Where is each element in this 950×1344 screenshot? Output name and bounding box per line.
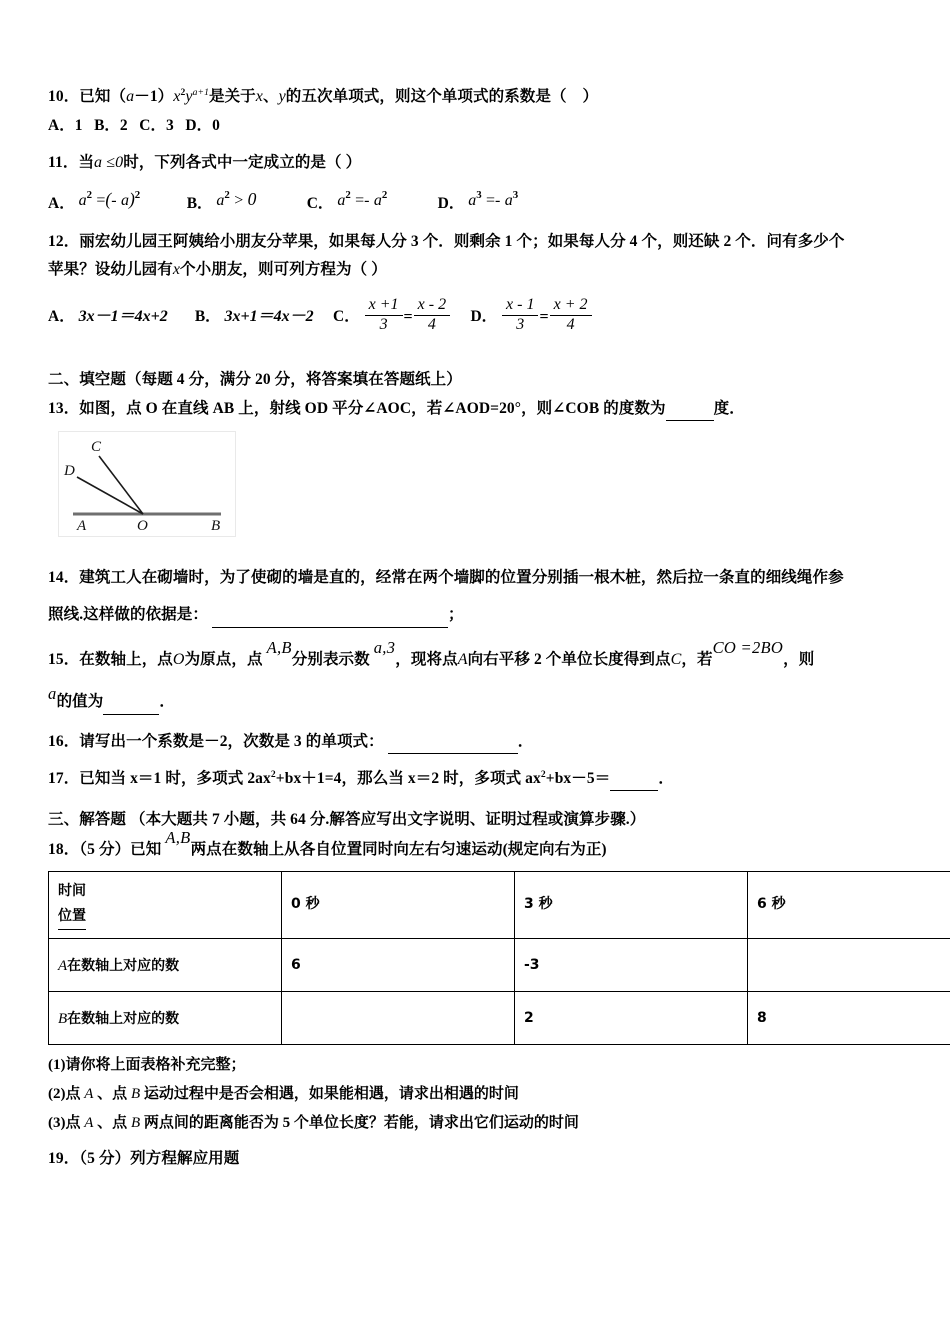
- q12-c-den2: 4: [414, 315, 450, 335]
- question-15-line2: [48, 684, 910, 715]
- q12-option-a-text: 3x－1＝4x+2: [78, 308, 168, 326]
- table-corner-cell: [49, 871, 282, 938]
- q15-origin-O: O: [172, 650, 185, 668]
- label-D: D: [64, 463, 75, 480]
- question-11-options: [48, 190, 910, 219]
- q11-condition: a ≤0: [94, 153, 124, 171]
- label-A: A: [77, 518, 87, 535]
- question-14-line2: [48, 602, 910, 627]
- q10-paren-close: ）: [582, 88, 599, 105]
- label-O: O: [137, 518, 148, 535]
- q10-option-a-label[interactable]: A．: [48, 116, 75, 134]
- question-10-options: [48, 114, 910, 139]
- table-cell-A-3s: -3: [515, 938, 748, 991]
- section-2-heading: 二、填空题（每题 4 分，满分 20 分，将答案填在答题纸上）: [48, 371, 462, 389]
- q16-answer-blank[interactable]: [388, 739, 518, 755]
- q15-values-a3: a,3: [373, 637, 396, 657]
- question-15-line1: [48, 637, 910, 671]
- q15-mid4: 向右平移 2 个单位长度得到点: [467, 650, 671, 668]
- q10-option-b-label[interactable]: B．: [94, 116, 120, 134]
- q12-c-num2: x - 2: [417, 296, 447, 314]
- q17-exponent-1: 2: [270, 769, 276, 781]
- q10-option-d-label[interactable]: D．: [185, 116, 213, 134]
- table-header-col-1: 3 秒: [515, 871, 748, 938]
- section-3-heading: 三、解答题 （本大题共 7 小题，共 64 分.解答应写出文字说明、证明过程或演算步骤.）: [48, 811, 646, 829]
- q12-d-den1: 3: [502, 315, 538, 335]
- q16-post: ．: [517, 733, 534, 751]
- q18-sub3-point-B: B: [130, 1115, 141, 1132]
- q10-stem-tail: 的五次单项式，则这个单项式的系数是（: [285, 88, 567, 105]
- q10-option-b-value: 2: [119, 116, 128, 134]
- q15-answer-blank[interactable]: [103, 699, 159, 715]
- q11-stem-pre: 11．当: [48, 153, 95, 171]
- row-mark-B: B: [58, 1010, 68, 1027]
- q12-line2-pre: 苹果？设幼儿园有: [48, 260, 173, 278]
- q11-option-c-formula: $a^2 =- a^2$: [337, 188, 388, 209]
- q12-option-c-fraction-right: [414, 296, 450, 335]
- angle-diagram-svg: [59, 432, 235, 536]
- row-label-text-B: 在数轴上对应的数: [67, 1010, 180, 1027]
- q13-text-post: 度．: [713, 400, 745, 418]
- q17-text-mid: +bx＋1=4，那么当 x＝2 时，多项式 ax: [275, 770, 541, 788]
- q18-stem-pre: 18．（5 分）已知: [48, 841, 162, 859]
- table-header-col-0: 0 秒: [282, 871, 515, 938]
- table-cell-A-6s: [748, 938, 950, 991]
- page-content: [48, 84, 910, 1175]
- q12-option-d-label[interactable]: D．: [470, 308, 498, 326]
- q15-pre: 15．在数轴上，点: [48, 650, 173, 668]
- q18-sub2-point-A: A: [84, 1085, 94, 1102]
- q11-option-d-label[interactable]: D．: [437, 194, 465, 212]
- q10-monomial-y: y: [185, 88, 193, 105]
- q18-stem-post: 两点在数轴上从各自位置同时向左右匀速运动(规定向右为正): [190, 841, 607, 859]
- question-18-sub-1: (1)请你将上面表格补充完整；: [48, 1056, 246, 1073]
- question-13-stem: [48, 396, 910, 421]
- table-cell-A-0s: 6: [282, 938, 515, 991]
- q11-option-a-label[interactable]: A．: [48, 194, 75, 212]
- q12-line2-post: 个小朋友，则可列方程为（ ）: [180, 260, 387, 278]
- question-18-sub-2: [48, 1080, 910, 1109]
- q15-mid2: 分别表示数: [291, 650, 370, 668]
- q12-d-equals: =: [539, 308, 549, 326]
- q17-exponent-2: 2: [540, 769, 546, 781]
- q10-option-a-value: 1: [74, 116, 83, 134]
- q12-var-x: x: [172, 260, 181, 278]
- q18-sub3-mid: 、点: [97, 1115, 128, 1132]
- q18-sub2-pre: (2)点: [48, 1085, 81, 1102]
- q12-option-b-label[interactable]: B．: [194, 308, 221, 326]
- question-18-table: [48, 871, 950, 1045]
- q16-pre: 16．请写出一个系数是－2，次数是 3 的单项式：: [48, 733, 384, 751]
- q11-stem-post: 时，下列各式中一定成立的是（ ）: [123, 153, 362, 171]
- q15-condition: CO =2BO: [712, 637, 784, 657]
- q11-option-b-formula: $a^2 > 0$: [216, 188, 257, 209]
- q15-var-a: a: [48, 684, 57, 704]
- q10-stem-mid: －1）: [134, 88, 174, 105]
- q17-text-pre: 17．已知当 x＝1 时，多项式 2ax: [48, 770, 271, 788]
- q18-sub3-point-A: A: [84, 1115, 94, 1132]
- q15-mid6: ，则: [783, 650, 815, 668]
- q12-d-num2: x + 2: [553, 296, 588, 314]
- q15-points-AB: A,B: [266, 637, 292, 657]
- question-12-stem-line2: [48, 257, 910, 283]
- q15-point-A: A: [457, 650, 468, 668]
- row-mark-A: A: [58, 957, 68, 974]
- question-19: 19．（5 分）列方程解应用题: [48, 1150, 240, 1168]
- q13-answer-blank[interactable]: [666, 406, 714, 422]
- q18-sub2-point-B: B: [130, 1085, 141, 1102]
- table-row: [49, 991, 950, 1044]
- q10-var-a: a: [126, 88, 135, 105]
- row-label-text-A: 在数轴上对应的数: [67, 957, 180, 974]
- table-header-col-2: 6 秒: [748, 871, 950, 938]
- q12-option-b-text: 3x+1＝4x－2: [224, 308, 314, 326]
- q17-text-post: +bx－5＝: [545, 770, 611, 788]
- q10-monomial-x: x: [173, 88, 181, 105]
- q12-d-den2: 4: [550, 315, 592, 335]
- q12-option-c-label[interactable]: C．: [333, 308, 360, 326]
- q15-mid1: 为原点，点: [184, 650, 263, 668]
- question-14-line1: 14．建筑工人在砌墙时，为了使砌的墙是直的，经常在两个墙脚的位置分别插一根木桩，然后拉一条直的细线绳作参: [48, 569, 844, 587]
- q12-d-num1: x - 1: [506, 296, 535, 314]
- question-13-figure: [58, 431, 236, 537]
- q14-answer-blank[interactable]: [212, 612, 448, 628]
- question-12-stem-line1: 12．丽宏幼儿园王阿姨给小朋友分苹果，如果每人分 3 个．则剩余 1 个；如果每人分 4 个，则还缺 2 个．问有多少个: [48, 233, 845, 251]
- q10-option-d-value: 0: [212, 116, 220, 134]
- q15-line2-end: ．: [159, 693, 175, 711]
- table-cell-B-3s: 2: [515, 991, 748, 1044]
- q10-monomial-x-exponent: 2: [180, 86, 186, 98]
- q11-option-a-formula: $a^2$ =(- a)$^2$: [78, 188, 141, 209]
- q13-text-pre: 13．如图，点 O 在直线 AB 上，射线 OD 平分∠AOC，若∠AOD=20°，则∠COB 的度数为: [48, 400, 666, 418]
- question-11-stem: [48, 150, 910, 176]
- table-header-row: [49, 871, 950, 938]
- q12-option-a-label[interactable]: A．: [48, 308, 75, 326]
- question-12-options: [48, 298, 910, 337]
- q18-sub2-post: 运动过程中是否会相遇，如果能相遇，请求出相遇的时间: [143, 1085, 519, 1102]
- q15-mid3: ，现将点: [395, 650, 458, 668]
- q18-points-AB: A,B: [165, 828, 191, 848]
- q10-monomial-y-exponent: a+1: [192, 86, 209, 98]
- q18-sub3-post: 两点间的距离能否为 5 个单位长度？若能，请求出它们运动的时间: [143, 1115, 579, 1132]
- table-row: [49, 938, 950, 991]
- q17-text-end: ．: [658, 770, 674, 788]
- question-10-stem: [48, 84, 910, 110]
- table-row-label-B: [49, 991, 282, 1044]
- q12-c-equals: =: [403, 308, 413, 326]
- q15-line2-post: 的值为: [56, 693, 104, 711]
- q12-c-den1: 3: [365, 315, 403, 335]
- q15-point-C: C: [670, 650, 682, 668]
- q11-option-d-formula: $a^3 =- a^3$: [468, 188, 519, 209]
- q10-var-x: x: [255, 88, 263, 105]
- q18-sub2-mid: 、点: [97, 1085, 128, 1102]
- table-cell-B-0s: [282, 991, 515, 1044]
- table-corner-line2: 位置: [58, 904, 86, 931]
- label-B: B: [211, 518, 221, 535]
- q10-option-c-label[interactable]: C．: [139, 116, 166, 134]
- ray-OC: [99, 456, 143, 514]
- q12-option-c-fraction-left: [365, 296, 403, 335]
- q14-line2-pre: 照线.这样做的依据是：: [48, 606, 208, 624]
- q10-stem-pre: 10．已知（: [48, 88, 127, 105]
- q18-sub3-pre: (3)点: [48, 1115, 81, 1132]
- ray-OD: [77, 477, 143, 514]
- table-cell-B-6s: 8: [748, 991, 950, 1044]
- question-17: [48, 766, 910, 791]
- q11-option-b-label[interactable]: B．: [186, 194, 213, 212]
- q10-var-y: y: [278, 88, 286, 105]
- q12-c-num1: x +1: [368, 296, 399, 314]
- question-18-sub-3: [48, 1109, 910, 1138]
- q11-option-c-label[interactable]: C．: [306, 194, 334, 212]
- q12-option-d-fraction-right: [550, 296, 592, 335]
- table-corner-line1: 时间: [58, 883, 86, 900]
- q17-answer-blank[interactable]: [610, 776, 658, 792]
- question-18-stem: [48, 828, 910, 860]
- question-16: [48, 729, 910, 754]
- q10-option-c-value: 3: [166, 116, 174, 134]
- q12-option-d-fraction-left: [502, 296, 538, 335]
- q15-mid5: ，若: [681, 650, 713, 668]
- q14-line2-post: ；: [447, 606, 464, 624]
- q10-dun: 、: [262, 88, 279, 105]
- q10-stem-post: 是关于: [208, 88, 256, 105]
- label-C: C: [91, 439, 102, 456]
- table-row-label-A: [49, 938, 282, 991]
